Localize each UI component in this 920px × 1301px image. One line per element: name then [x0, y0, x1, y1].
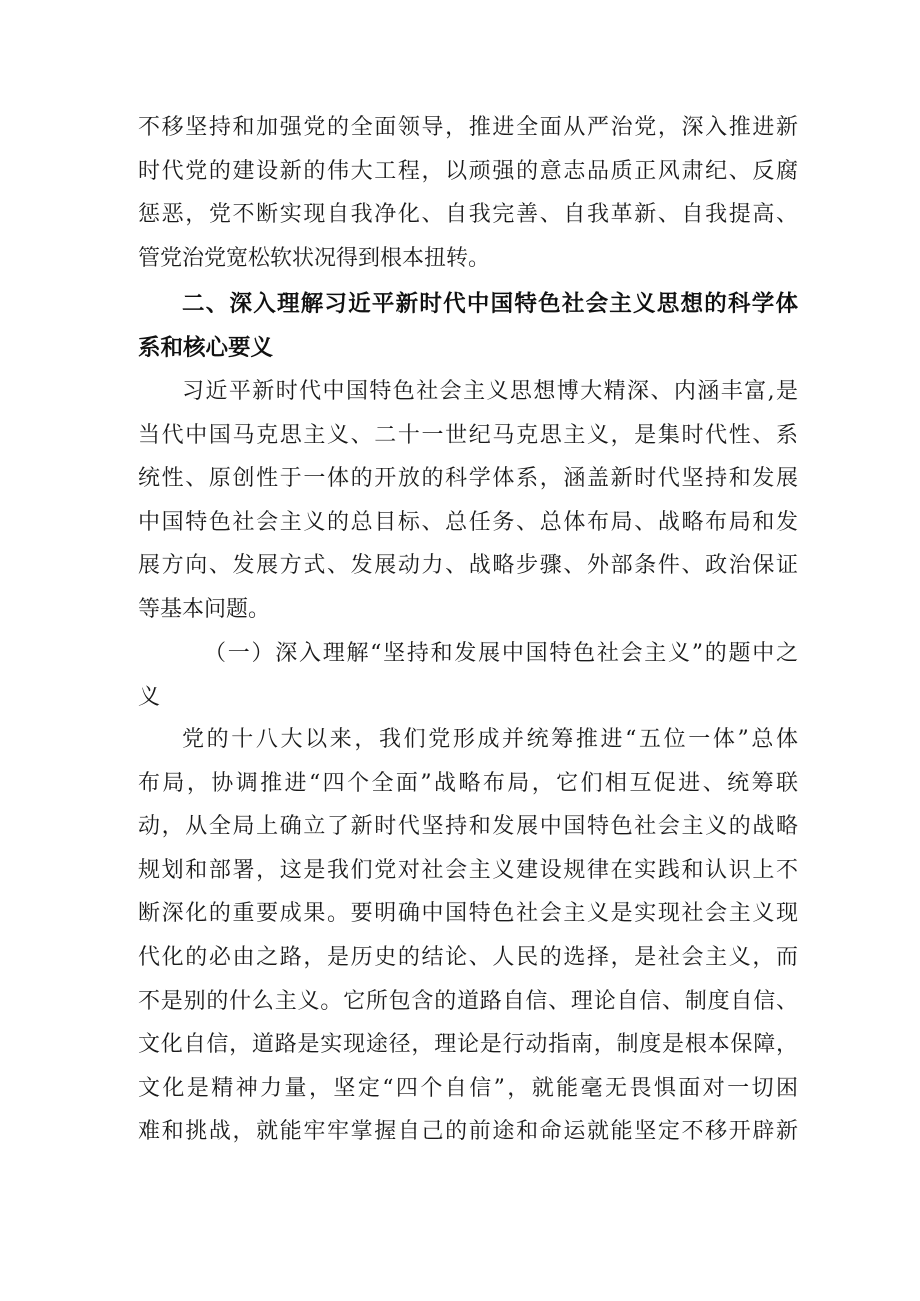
paragraph-line: 文化自信，道路是实现途径，理论是行动指南，制度是根本保障，	[138, 1032, 798, 1058]
paragraph-line: 文化是精神力量，坚定“四个自信”，就能毫无畏惧面对一切困	[138, 1075, 798, 1101]
paragraph-line: 等基本问题。	[138, 596, 271, 622]
paragraph-line: 断深化的重要成果。要明确中国特色社会主义是实现社会主义现	[138, 901, 798, 927]
paragraph-line: 党的十八大以来，我们党形成并统筹推进“五位一体”总体	[182, 727, 798, 752]
heading-line: 二、深入理解习近平新时代中国特色社会主义思想的科学体	[182, 291, 798, 317]
paragraph-line: 不移坚持和加强党的全面领导，推进全面从严治党，深入推进新	[138, 115, 798, 140]
paragraph-line: 代化的必由之路，是历史的结论、人民的选择，是社会主义，而	[138, 944, 798, 970]
paragraph-line: 难和挑战，就能牢牢掌握自己的前途和命运就能坚定不移开辟新	[138, 1119, 798, 1145]
paragraph-line: 时代党的建设新的伟大工程，以顽强的意志品质正风肃纪、反腐	[138, 158, 798, 184]
paragraph-line: 管党治党宽松软状况得到根本扭转。	[138, 245, 491, 271]
paragraph-line: 中国特色社会主义的总目标、总任务、总体布局、战略布局和发	[138, 509, 798, 535]
subsection-heading	[138, 632, 798, 719]
heading-line: 系和核心要义	[138, 334, 274, 361]
paragraph-intro	[138, 370, 798, 632]
subheading-line: 义	[138, 684, 161, 710]
subheading-line: （一）深入理解“坚持和发展中国特色社会主义”的题中之	[204, 641, 798, 666]
paragraph-line: 规划和部署，这是我们党对社会主义建设规律在实践和认识上不	[138, 857, 798, 883]
paragraph-line: 布局，协调推进“四个全面”战略布局，它们相互促进、统筹联	[138, 770, 798, 796]
paragraph-line: 动，从全局上确立了新时代坚持和发展中国特色社会主义的战略	[138, 814, 798, 840]
paragraph-body	[138, 718, 798, 1154]
paragraph-line: 展方向、发展方式、发展动力、战略步骤、外部条件、政治保证	[138, 553, 798, 579]
paragraph-line: 习近平新时代中国特色社会主义思想博大精深、内涵丰富,是	[182, 379, 798, 404]
paragraph-line: 不是别的什么主义。它所包含的道路自信、理论自信、制度自信、	[138, 988, 798, 1014]
paragraph-continuation	[138, 106, 798, 280]
paragraph-line: 统性、原创性于一体的开放的科学体系，涵盖新时代坚持和发展	[138, 466, 798, 492]
paragraph-line: 当代中国马克思主义、二十一世纪马克思主义，是集时代性、系	[138, 422, 798, 448]
section-heading	[138, 283, 798, 370]
paragraph-line: 惩恶，党不断实现自我净化、自我完善、自我革新、自我提高、	[138, 202, 798, 228]
